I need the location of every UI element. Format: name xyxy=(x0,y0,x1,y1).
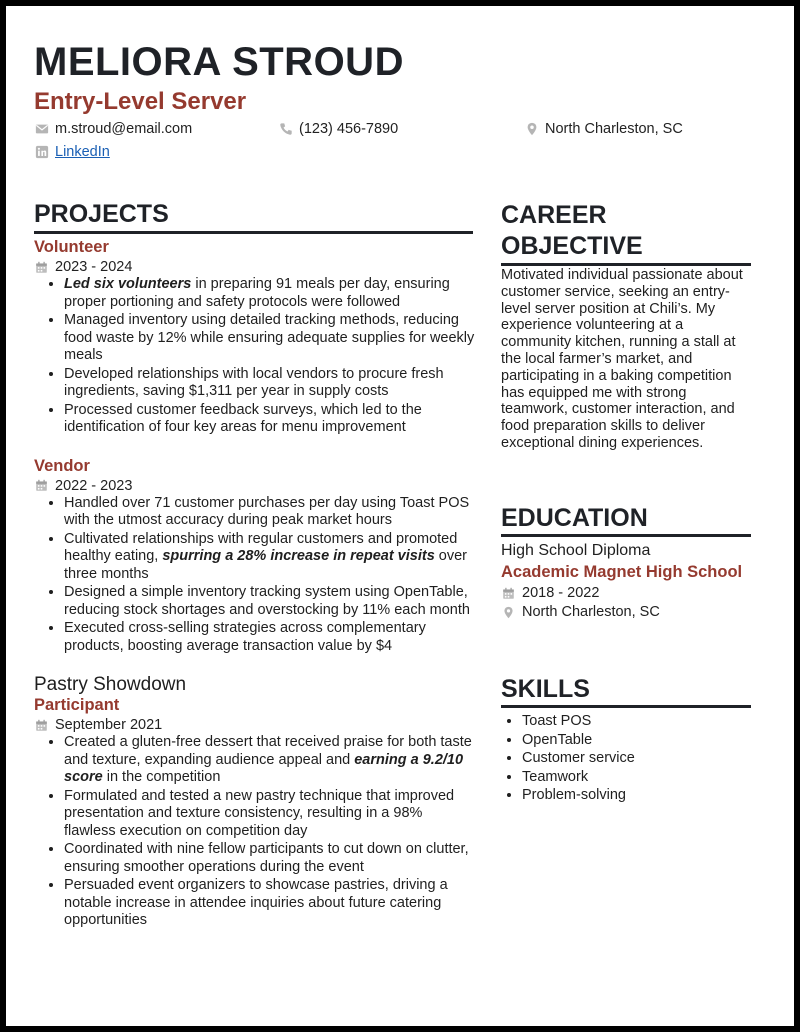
education-date xyxy=(502,585,751,601)
heading-line: OBJECTIVE xyxy=(501,232,643,260)
pastry-bullets xyxy=(34,734,476,930)
bullet-text: Created a gluten-free dessert that received praise for both taste and texture, expanding audience appeal and xyxy=(64,734,472,768)
phone-text: (123) 456-7890 xyxy=(299,121,399,137)
skills-heading: SKILLS xyxy=(501,675,751,708)
projects-heading: PROJECTS xyxy=(34,200,473,234)
heading-line: CAREER xyxy=(501,201,607,229)
projects-list xyxy=(34,238,476,931)
list-item: • Processed customer feedback surveys, which led to the identification of four key areas for menu improvement xyxy=(64,402,476,437)
bullet-text: Cultivated relationships with regular customers and promoted healthy eating, xyxy=(64,530,458,564)
calendar-icon xyxy=(35,479,48,492)
vendor-role: Vendor xyxy=(34,456,90,475)
bullet-bold: Led six volunteers xyxy=(64,276,192,292)
list-item: • Formulated and tested a new pastry technique that improved presentation and texture consistency, resulting in a 98% flawless execution on competition day xyxy=(64,788,476,841)
bullet-bold: spurring a 28% increase in repeat visits xyxy=(162,548,435,564)
list-item: • Teamwork xyxy=(522,769,751,787)
linkedin-icon xyxy=(35,145,49,159)
school-name: Academic Magnet High School xyxy=(501,563,743,581)
volunteer-date xyxy=(35,259,476,275)
pastry-org: Pastry Showdown xyxy=(34,674,187,695)
resume-page xyxy=(6,6,794,1026)
list-item: • OpenTable xyxy=(522,732,751,750)
calendar-icon xyxy=(502,587,515,600)
candidate-name: MELIORA STROUD xyxy=(34,40,404,84)
volunteer-role: Volunteer xyxy=(34,238,109,256)
pastry-date xyxy=(35,717,476,733)
date-text: 2018 - 2022 xyxy=(522,585,600,601)
list-item: • Developed relationships with local vendors to procure fresh ingredients, saving $1,311 per year in supply costs xyxy=(64,366,476,401)
education-block xyxy=(501,542,751,621)
date-text: September 2021 xyxy=(55,717,163,733)
location-text: North Charleston, SC xyxy=(522,604,660,620)
bullet-text: in preparing 91 meals per day, ensuring proper portioning and safety protocols were followed xyxy=(64,276,450,310)
education-heading: EDUCATION xyxy=(501,504,751,537)
location-text: North Charleston, SC xyxy=(545,121,683,137)
map-pin-icon xyxy=(502,606,515,619)
vendor-date xyxy=(35,478,476,494)
list-item: • Handled over 71 customer purchases per day using Toast POS with the utmost accuracy during peak market hours xyxy=(64,495,476,530)
bullet-text: in the competition xyxy=(102,769,221,785)
bullet-text: over three months xyxy=(64,548,468,582)
linkedin-contact xyxy=(35,144,110,160)
phone-contact xyxy=(279,121,398,137)
list-item: • Persuaded event organizers to showcase pastries, driving a notable increase in attendee inquiries about future catering opportunities xyxy=(64,877,476,930)
volunteer-bullets xyxy=(34,276,476,437)
list-item xyxy=(64,531,476,584)
list-item: • Designed a simple inventory tracking system using OpenTable, reducing stock shortages and overstocking by 11% each month xyxy=(64,584,476,619)
vendor-bullets xyxy=(34,495,476,656)
list-item xyxy=(64,734,476,787)
pastry-role: Participant xyxy=(34,696,120,714)
list-item xyxy=(64,276,476,311)
job-title: Entry-Level Server xyxy=(34,88,247,115)
list-item: • Managed inventory using detailed tracking methods, reducing food waste by 12% while ensuring adequate supplies for weekly meals xyxy=(64,312,476,365)
location-contact xyxy=(525,121,683,137)
date-text: 2022 - 2023 xyxy=(55,477,133,494)
objective-heading xyxy=(501,200,751,266)
list-item: • Problem-solving xyxy=(522,787,751,805)
skills-list xyxy=(501,713,751,806)
objective-text: Motivated individual passionate about customer service, seeking an entry-level server position at Chili’s. My experience volunteering at a community kitchen, running a stall at the local farmer’s market, and participating in a baking competition has equipped me with strong teamwork, customer interaction, and food preparation skills to deliver exceptional dining experiences. xyxy=(501,267,743,451)
bullet-bold: earning a 9.2/10 score xyxy=(64,751,464,785)
envelope-icon xyxy=(35,122,49,136)
calendar-icon xyxy=(35,261,48,274)
education-location xyxy=(502,604,751,620)
list-item: • Executed cross-selling strategies across complementary products, boosting average transaction value by $4 xyxy=(64,620,476,655)
calendar-icon xyxy=(35,719,48,732)
email-contact xyxy=(35,121,192,137)
list-item: • Customer service xyxy=(522,750,751,768)
list-item: • Coordinated with nine fellow participants to cut down on clutter, ensuring smoother operations during the event xyxy=(64,841,476,876)
date-text: 2023 - 2024 xyxy=(55,259,133,275)
email-text: m.stroud@email.com xyxy=(55,121,193,137)
list-item: • Toast POS xyxy=(522,713,751,731)
phone-icon xyxy=(279,122,293,136)
degree: High School Diploma xyxy=(501,542,651,559)
linkedin-link[interactable]: LinkedIn xyxy=(55,144,110,160)
map-pin-icon xyxy=(525,122,539,136)
